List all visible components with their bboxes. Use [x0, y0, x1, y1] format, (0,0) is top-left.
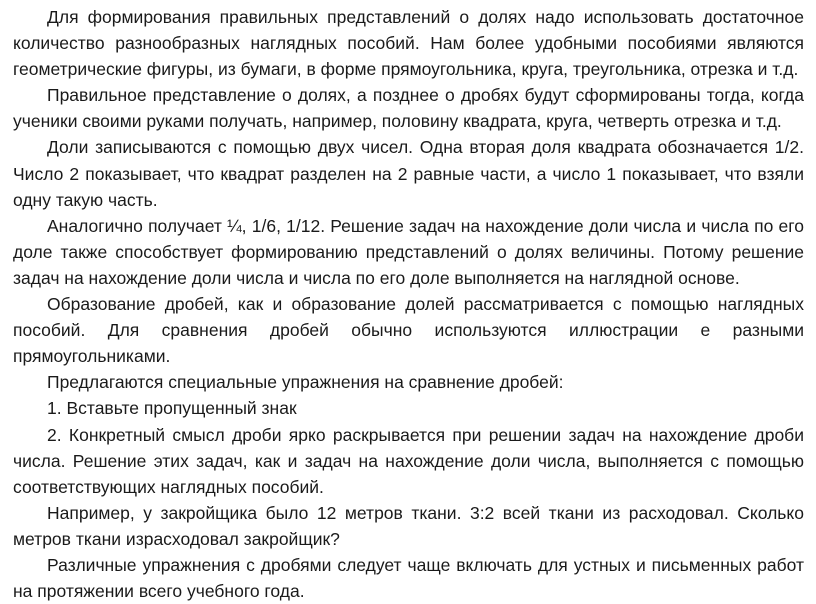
- paragraph-exercise-1: 1. Вставьте пропущенный знак: [47, 398, 297, 419]
- paragraph-exercise-2: 2. Конкретный смысл дроби ярко раскрывается при решении задач на нахождение дроби числа. Решение этих задач, как и задач на нахождение доли числа, выполняется с помощью соответствующих наглядных пособий.: [13, 424, 804, 497]
- paragraph-example-task: Например, у закройщика было 12 метров ткани. 3:2 всей ткани из расходовал. Сколько метров ткани израсходовал закройщик?: [13, 502, 804, 549]
- paragraph-writing-fractions: Доли записываются с помощью двух чисел. Одна вторая доля квадрата обозначается 1/2. Число 2 показывает, что квадрат разделен на 2 равные части, а число 1 показывает, что взяли одну такую часть.: [13, 137, 804, 210]
- paragraph-exercises-intro: Предлагаются специальные упражнения на сравнение дробей:: [47, 372, 564, 393]
- paragraph-forming-fractions: Образование дробей, как и образование долей рассматривается с помощью наглядных пособий. Для сравнения дробей обычно используются иллюстрации е разными прямоугольниками.: [13, 294, 804, 367]
- paragraph-fraction-aids: Для формирования правильных представлений о долях надо использовать достаточное количество разнообразных наглядных пособий. Нам более удобными пособиями являются геометрические фигуры, из бумаги, в форме прямоугольника, круга, треугольника, отрезка и т.д.: [13, 7, 804, 80]
- paragraph-conclusion: Различные упражнения с дробями следует чаще включать для устных и письменных работ на протяжении всего учебного года.: [13, 554, 804, 602]
- paragraph-correct-representation: Правильное представление о долях, а позднее о дробях будут сформированы тогда, когда ученики своими руками получать, например, половину квадрата, круга, четверть отрезка и т.д.: [13, 85, 804, 132]
- paragraph-similar-fractions: Аналогично получает ¼, 1/6, 1/12. Решение задач на нахождение доли числа и числа по его доле также способствует формированию представлений о долях величины. Потому решение задач на нахождение доли числа и числа по его доле выполняется на наглядной основе.: [13, 215, 804, 288]
